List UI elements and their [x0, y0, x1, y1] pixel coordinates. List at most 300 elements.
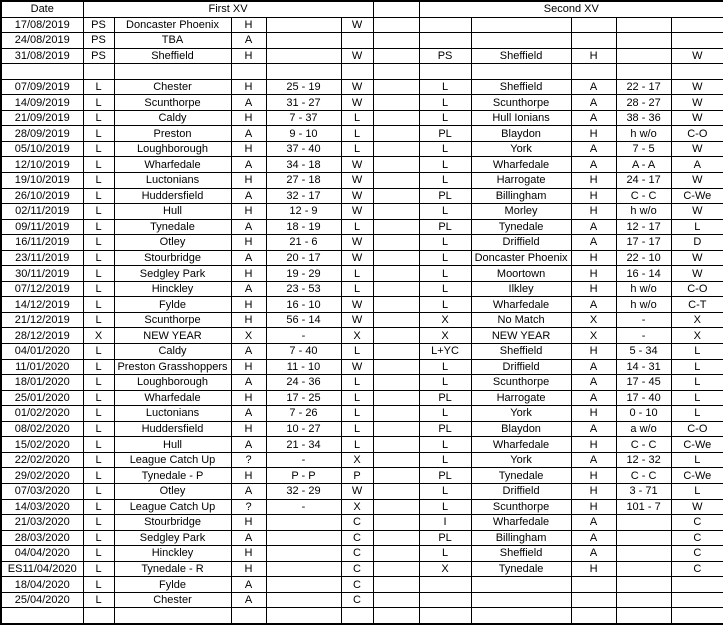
cell-opponent-first-xv: Luctonians [114, 173, 231, 189]
cell-venue-second-xv: H [571, 48, 616, 64]
cell-opponent-first-xv: Caldy [114, 110, 231, 126]
cell-competition-second-xv [419, 64, 471, 80]
cell-spacer [373, 219, 419, 235]
cell-score-second-xv: 5 - 34 [616, 344, 671, 360]
cell-spacer [373, 483, 419, 499]
cell-competition-second-xv: X [419, 312, 471, 328]
cell-venue-second-xv: A [571, 375, 616, 391]
cell-competition-first-xv: L [83, 173, 114, 189]
cell-score-second-xv [616, 64, 671, 80]
cell-result-first-xv: C [341, 561, 373, 577]
cell-competition-first-xv: L [83, 421, 114, 437]
cell-score-first-xv: 9 - 10 [266, 126, 341, 142]
cell-score-first-xv [266, 33, 341, 49]
cell-venue-first-xv: A [231, 483, 266, 499]
cell-competition-first-xv: PS [83, 33, 114, 49]
cell-result-second-xv: L [671, 406, 723, 422]
cell-spacer [373, 173, 419, 189]
cell-result-first-xv: W [341, 157, 373, 173]
cell-competition-second-xv: PL [419, 126, 471, 142]
cell-competition-first-xv: L [83, 499, 114, 515]
table-row [1, 468, 723, 484]
cell-score-first-xv: 21 - 34 [266, 437, 341, 453]
cell-score-first-xv: 18 - 19 [266, 219, 341, 235]
cell-spacer [373, 608, 419, 624]
cell-opponent-second-xv: Tynedale [471, 468, 571, 484]
cell-opponent-second-xv: Driffield [471, 235, 571, 251]
cell-date: 30/11/2019 [1, 266, 83, 282]
cell-result-second-xv [671, 608, 723, 624]
cell-opponent-first-xv: Sheffield [114, 48, 231, 64]
cell-venue-second-xv: H [571, 266, 616, 282]
cell-result-second-xv: W [671, 48, 723, 64]
cell-venue-second-xv: H [571, 344, 616, 360]
cell-result-first-xv: W [341, 204, 373, 220]
cell-venue-second-xv: H [571, 126, 616, 142]
cell-venue-first-xv: H [231, 17, 266, 33]
cell-date: 31/08/2019 [1, 48, 83, 64]
cell-competition-second-xv [419, 577, 471, 593]
cell-score-first-xv: P - P [266, 468, 341, 484]
table-row [1, 17, 723, 33]
cell-competition-first-xv: L [83, 204, 114, 220]
table-row [1, 577, 723, 593]
cell-result-second-xv: W [671, 204, 723, 220]
cell-result-first-xv: X [341, 452, 373, 468]
header-second-xv: Second XV [419, 1, 723, 17]
cell-result-second-xv: L [671, 390, 723, 406]
cell-competition-first-xv [83, 64, 114, 80]
cell-result-second-xv: W [671, 266, 723, 282]
cell-opponent-second-xv: Scunthorpe [471, 95, 571, 111]
cell-score-first-xv: - [266, 499, 341, 515]
cell-opponent-second-xv: Driffield [471, 359, 571, 375]
cell-competition-second-xv: PS [419, 48, 471, 64]
cell-opponent-second-xv: Harrogate [471, 173, 571, 189]
cell-spacer [373, 437, 419, 453]
cell-result-first-xv: C [341, 577, 373, 593]
cell-score-second-xv: C - C [616, 468, 671, 484]
cell-venue-second-xv: A [571, 546, 616, 562]
cell-score-second-xv [616, 530, 671, 546]
cell-date: 29/02/2020 [1, 468, 83, 484]
cell-score-first-xv [266, 64, 341, 80]
cell-venue-first-xv: H [231, 561, 266, 577]
cell-score-second-xv: h w/o [616, 297, 671, 313]
cell-venue-first-xv: ? [231, 452, 266, 468]
cell-score-first-xv: 16 - 10 [266, 297, 341, 313]
cell-opponent-first-xv: Hull [114, 437, 231, 453]
table-row [1, 188, 723, 204]
cell-venue-first-xv: H [231, 515, 266, 531]
cell-date: 21/12/2019 [1, 312, 83, 328]
cell-venue-second-xv: H [571, 437, 616, 453]
cell-spacer [373, 33, 419, 49]
cell-competition-first-xv: L [83, 235, 114, 251]
cell-opponent-first-xv: Scunthorpe [114, 95, 231, 111]
cell-competition-first-xv: L [83, 157, 114, 173]
cell-result-second-xv: L [671, 452, 723, 468]
cell-opponent-second-xv [471, 577, 571, 593]
cell-result-first-xv: L [341, 219, 373, 235]
cell-score-first-xv: - [266, 452, 341, 468]
cell-spacer [373, 297, 419, 313]
header-gap [373, 1, 419, 17]
cell-spacer [373, 48, 419, 64]
table-row [1, 235, 723, 251]
cell-score-second-xv: C - C [616, 437, 671, 453]
cell-score-second-xv [616, 515, 671, 531]
cell-competition-first-xv: L [83, 437, 114, 453]
cell-result-second-xv: W [671, 141, 723, 157]
cell-venue-first-xv: A [231, 592, 266, 608]
cell-spacer [373, 110, 419, 126]
header-date: Date [1, 1, 83, 17]
cell-competition-first-xv: L [83, 483, 114, 499]
cell-result-second-xv: C-O [671, 281, 723, 297]
cell-score-second-xv: 12 - 17 [616, 219, 671, 235]
cell-score-first-xv [266, 608, 341, 624]
cell-result-first-xv: W [341, 312, 373, 328]
cell-venue-first-xv: X [231, 328, 266, 344]
cell-score-first-xv: 21 - 6 [266, 235, 341, 251]
cell-venue-second-xv: H [571, 561, 616, 577]
cell-result-second-xv: W [671, 110, 723, 126]
table-row [1, 452, 723, 468]
cell-result-second-xv: W [671, 499, 723, 515]
cell-opponent-first-xv: Tynedale - P [114, 468, 231, 484]
cell-date: 17/08/2019 [1, 17, 83, 33]
cell-date: 01/02/2020 [1, 406, 83, 422]
cell-venue-second-xv: A [571, 452, 616, 468]
cell-competition-first-xv: L [83, 592, 114, 608]
cell-result-second-xv: C-We [671, 188, 723, 204]
cell-score-first-xv [266, 546, 341, 562]
cell-venue-first-xv: H [231, 297, 266, 313]
cell-competition-second-xv: L [419, 359, 471, 375]
cell-result-first-xv: L [341, 141, 373, 157]
table-row [1, 204, 723, 220]
cell-spacer [373, 126, 419, 142]
cell-result-first-xv: L [341, 126, 373, 142]
cell-venue-first-xv: A [231, 406, 266, 422]
cell-competition-first-xv: L [83, 281, 114, 297]
cell-venue-first-xv: H [231, 173, 266, 189]
cell-date: 14/09/2019 [1, 95, 83, 111]
cell-result-second-xv: L [671, 359, 723, 375]
cell-spacer [373, 250, 419, 266]
cell-date: 28/09/2019 [1, 126, 83, 142]
cell-opponent-second-xv: NEW YEAR [471, 328, 571, 344]
cell-result-second-xv: W [671, 173, 723, 189]
table-row [1, 530, 723, 546]
cell-result-first-xv: P [341, 468, 373, 484]
cell-result-second-xv: L [671, 344, 723, 360]
cell-opponent-second-xv: Wharfedale [471, 297, 571, 313]
cell-competition-first-xv: L [83, 219, 114, 235]
cell-date: 08/02/2020 [1, 421, 83, 437]
cell-venue-first-xv: H [231, 390, 266, 406]
cell-competition-second-xv [419, 33, 471, 49]
cell-venue-second-xv: A [571, 157, 616, 173]
cell-venue-first-xv: H [231, 48, 266, 64]
cell-opponent-second-xv: Morley [471, 204, 571, 220]
cell-spacer [373, 406, 419, 422]
table-row [1, 266, 723, 282]
table-header-row [1, 1, 723, 17]
cell-result-first-xv: L [341, 406, 373, 422]
cell-venue-second-xv: A [571, 390, 616, 406]
cell-competition-second-xv: X [419, 328, 471, 344]
cell-opponent-first-xv [114, 64, 231, 80]
cell-opponent-second-xv [471, 592, 571, 608]
cell-result-second-xv: C [671, 515, 723, 531]
cell-venue-first-xv: A [231, 577, 266, 593]
cell-score-second-xv [616, 48, 671, 64]
cell-competition-second-xv: X [419, 561, 471, 577]
cell-spacer [373, 375, 419, 391]
cell-venue-first-xv: H [231, 546, 266, 562]
cell-score-second-xv: - [616, 312, 671, 328]
cell-venue-first-xv: A [231, 126, 266, 142]
cell-competition-first-xv: PS [83, 17, 114, 33]
cell-score-first-xv: 17 - 25 [266, 390, 341, 406]
table-row [1, 157, 723, 173]
cell-venue-first-xv: A [231, 250, 266, 266]
cell-date: 14/12/2019 [1, 297, 83, 313]
cell-score-first-xv: 25 - 19 [266, 79, 341, 95]
cell-competition-second-xv: PL [419, 468, 471, 484]
cell-competition-second-xv: L [419, 483, 471, 499]
cell-competition-first-xv: L [83, 577, 114, 593]
cell-score-first-xv: 56 - 14 [266, 312, 341, 328]
cell-opponent-second-xv: York [471, 452, 571, 468]
cell-spacer [373, 266, 419, 282]
cell-opponent-second-xv: Tynedale [471, 219, 571, 235]
cell-venue-second-xv: A [571, 530, 616, 546]
header-first-xv: First XV [83, 1, 373, 17]
cell-competition-first-xv: L [83, 95, 114, 111]
cell-competition-first-xv: L [83, 250, 114, 266]
cell-opponent-second-xv [471, 608, 571, 624]
cell-venue-second-xv [571, 577, 616, 593]
cell-opponent-second-xv: No Match [471, 312, 571, 328]
cell-opponent-first-xv: Stourbridge [114, 515, 231, 531]
cell-spacer [373, 561, 419, 577]
cell-spacer [373, 188, 419, 204]
cell-opponent-second-xv: Blaydon [471, 421, 571, 437]
cell-opponent-first-xv: Sedgley Park [114, 530, 231, 546]
cell-competition-first-xv [83, 608, 114, 624]
cell-result-first-xv: L [341, 281, 373, 297]
cell-date: 07/03/2020 [1, 483, 83, 499]
cell-competition-second-xv: L [419, 297, 471, 313]
cell-venue-first-xv: H [231, 79, 266, 95]
cell-competition-second-xv [419, 608, 471, 624]
cell-result-first-xv: W [341, 79, 373, 95]
cell-venue-first-xv: ? [231, 499, 266, 515]
cell-opponent-second-xv: Sheffield [471, 79, 571, 95]
cell-opponent-first-xv [114, 608, 231, 624]
cell-opponent-second-xv: Doncaster Phoenix [471, 250, 571, 266]
cell-venue-second-xv: A [571, 79, 616, 95]
cell-spacer [373, 141, 419, 157]
cell-date: 28/12/2019 [1, 328, 83, 344]
cell-opponent-first-xv: Wharfedale [114, 157, 231, 173]
table-row [1, 33, 723, 49]
table-row [1, 608, 723, 624]
cell-score-first-xv: 34 - 18 [266, 157, 341, 173]
cell-result-first-xv: L [341, 375, 373, 391]
cell-venue-second-xv: H [571, 499, 616, 515]
cell-opponent-second-xv: York [471, 406, 571, 422]
cell-venue-second-xv: X [571, 312, 616, 328]
cell-opponent-first-xv: Fylde [114, 577, 231, 593]
cell-opponent-second-xv: Billingham [471, 188, 571, 204]
cell-opponent-first-xv: Huddersfield [114, 188, 231, 204]
cell-venue-first-xv: H [231, 312, 266, 328]
cell-competition-second-xv: L [419, 499, 471, 515]
cell-venue-second-xv: A [571, 235, 616, 251]
cell-date: 25/01/2020 [1, 390, 83, 406]
cell-score-first-xv: 12 - 9 [266, 204, 341, 220]
cell-result-second-xv: C-O [671, 421, 723, 437]
cell-result-second-xv [671, 64, 723, 80]
cell-score-first-xv: 23 - 53 [266, 281, 341, 297]
cell-venue-second-xv [571, 608, 616, 624]
cell-score-first-xv: 24 - 36 [266, 375, 341, 391]
cell-venue-second-xv: H [571, 281, 616, 297]
cell-result-first-xv [341, 64, 373, 80]
cell-result-first-xv: C [341, 546, 373, 562]
table-row [1, 515, 723, 531]
table-row [1, 592, 723, 608]
cell-result-second-xv: W [671, 95, 723, 111]
cell-spacer [373, 157, 419, 173]
cell-spacer [373, 359, 419, 375]
cell-venue-first-xv: H [231, 204, 266, 220]
cell-competition-first-xv: X [83, 328, 114, 344]
cell-date: 21/09/2019 [1, 110, 83, 126]
cell-venue-first-xv: H [231, 235, 266, 251]
cell-opponent-second-xv: Ilkley [471, 281, 571, 297]
cell-score-first-xv: 11 - 10 [266, 359, 341, 375]
cell-competition-second-xv: L [419, 110, 471, 126]
cell-competition-first-xv: L [83, 344, 114, 360]
cell-score-second-xv [616, 33, 671, 49]
cell-score-second-xv: 24 - 17 [616, 173, 671, 189]
cell-score-first-xv: 32 - 29 [266, 483, 341, 499]
cell-opponent-first-xv: Loughborough [114, 141, 231, 157]
table-row [1, 126, 723, 142]
table-row [1, 312, 723, 328]
cell-spacer [373, 64, 419, 80]
cell-opponent-first-xv: TBA [114, 33, 231, 49]
cell-competition-first-xv: L [83, 141, 114, 157]
cell-date: 05/10/2019 [1, 141, 83, 157]
cell-result-first-xv: W [341, 359, 373, 375]
cell-opponent-second-xv: Sheffield [471, 546, 571, 562]
cell-result-second-xv: X [671, 312, 723, 328]
cell-score-second-xv [616, 592, 671, 608]
cell-venue-second-xv [571, 17, 616, 33]
cell-opponent-second-xv [471, 33, 571, 49]
cell-opponent-second-xv: Billingham [471, 530, 571, 546]
cell-date: 14/03/2020 [1, 499, 83, 515]
cell-opponent-first-xv: NEW YEAR [114, 328, 231, 344]
cell-opponent-first-xv: Hinckley [114, 546, 231, 562]
cell-score-second-xv: 17 - 17 [616, 235, 671, 251]
cell-result-second-xv: C [671, 561, 723, 577]
cell-competition-second-xv: PL [419, 530, 471, 546]
cell-date: 22/02/2020 [1, 452, 83, 468]
cell-score-first-xv: 27 - 18 [266, 173, 341, 189]
cell-opponent-first-xv: Wharfedale [114, 390, 231, 406]
cell-result-second-xv: A [671, 157, 723, 173]
cell-score-second-xv: 0 - 10 [616, 406, 671, 422]
cell-venue-second-xv [571, 33, 616, 49]
cell-result-first-xv: L [341, 266, 373, 282]
cell-opponent-first-xv: Otley [114, 483, 231, 499]
cell-spacer [373, 95, 419, 111]
cell-competition-second-xv: L [419, 204, 471, 220]
cell-venue-first-xv: A [231, 95, 266, 111]
cell-competition-second-xv: PL [419, 390, 471, 406]
cell-competition-second-xv: I [419, 515, 471, 531]
cell-score-first-xv: 31 - 27 [266, 95, 341, 111]
cell-date [1, 64, 83, 80]
cell-result-first-xv: W [341, 17, 373, 33]
cell-score-second-xv [616, 546, 671, 562]
cell-result-first-xv [341, 33, 373, 49]
cell-venue-second-xv: X [571, 328, 616, 344]
cell-spacer [373, 530, 419, 546]
cell-spacer [373, 499, 419, 515]
cell-venue-second-xv [571, 592, 616, 608]
cell-score-first-xv: 7 - 26 [266, 406, 341, 422]
cell-date: 12/10/2019 [1, 157, 83, 173]
table-row [1, 344, 723, 360]
cell-score-second-xv: 101 - 7 [616, 499, 671, 515]
table-row [1, 437, 723, 453]
cell-result-first-xv: L [341, 110, 373, 126]
cell-score-second-xv: 12 - 32 [616, 452, 671, 468]
cell-competition-second-xv: L [419, 157, 471, 173]
cell-score-second-xv: 28 - 27 [616, 95, 671, 111]
cell-score-second-xv: 17 - 40 [616, 390, 671, 406]
table-row [1, 483, 723, 499]
cell-competition-first-xv: L [83, 468, 114, 484]
cell-result-first-xv: L [341, 437, 373, 453]
fixture-table-body [1, 1, 723, 624]
cell-score-second-xv: 3 - 71 [616, 483, 671, 499]
cell-opponent-first-xv: Tynedale [114, 219, 231, 235]
cell-opponent-second-xv: Sheffield [471, 344, 571, 360]
cell-date: 04/04/2020 [1, 546, 83, 562]
cell-venue-second-xv: H [571, 250, 616, 266]
cell-venue-second-xv: H [571, 483, 616, 499]
cell-venue-first-xv: H [231, 266, 266, 282]
table-row [1, 406, 723, 422]
cell-score-first-xv [266, 561, 341, 577]
cell-date: 23/11/2019 [1, 250, 83, 266]
cell-competition-second-xv: L [419, 452, 471, 468]
cell-opponent-first-xv: Hull [114, 204, 231, 220]
cell-opponent-second-xv: York [471, 141, 571, 157]
cell-competition-first-xv: L [83, 406, 114, 422]
cell-venue-second-xv: A [571, 297, 616, 313]
table-row [1, 173, 723, 189]
